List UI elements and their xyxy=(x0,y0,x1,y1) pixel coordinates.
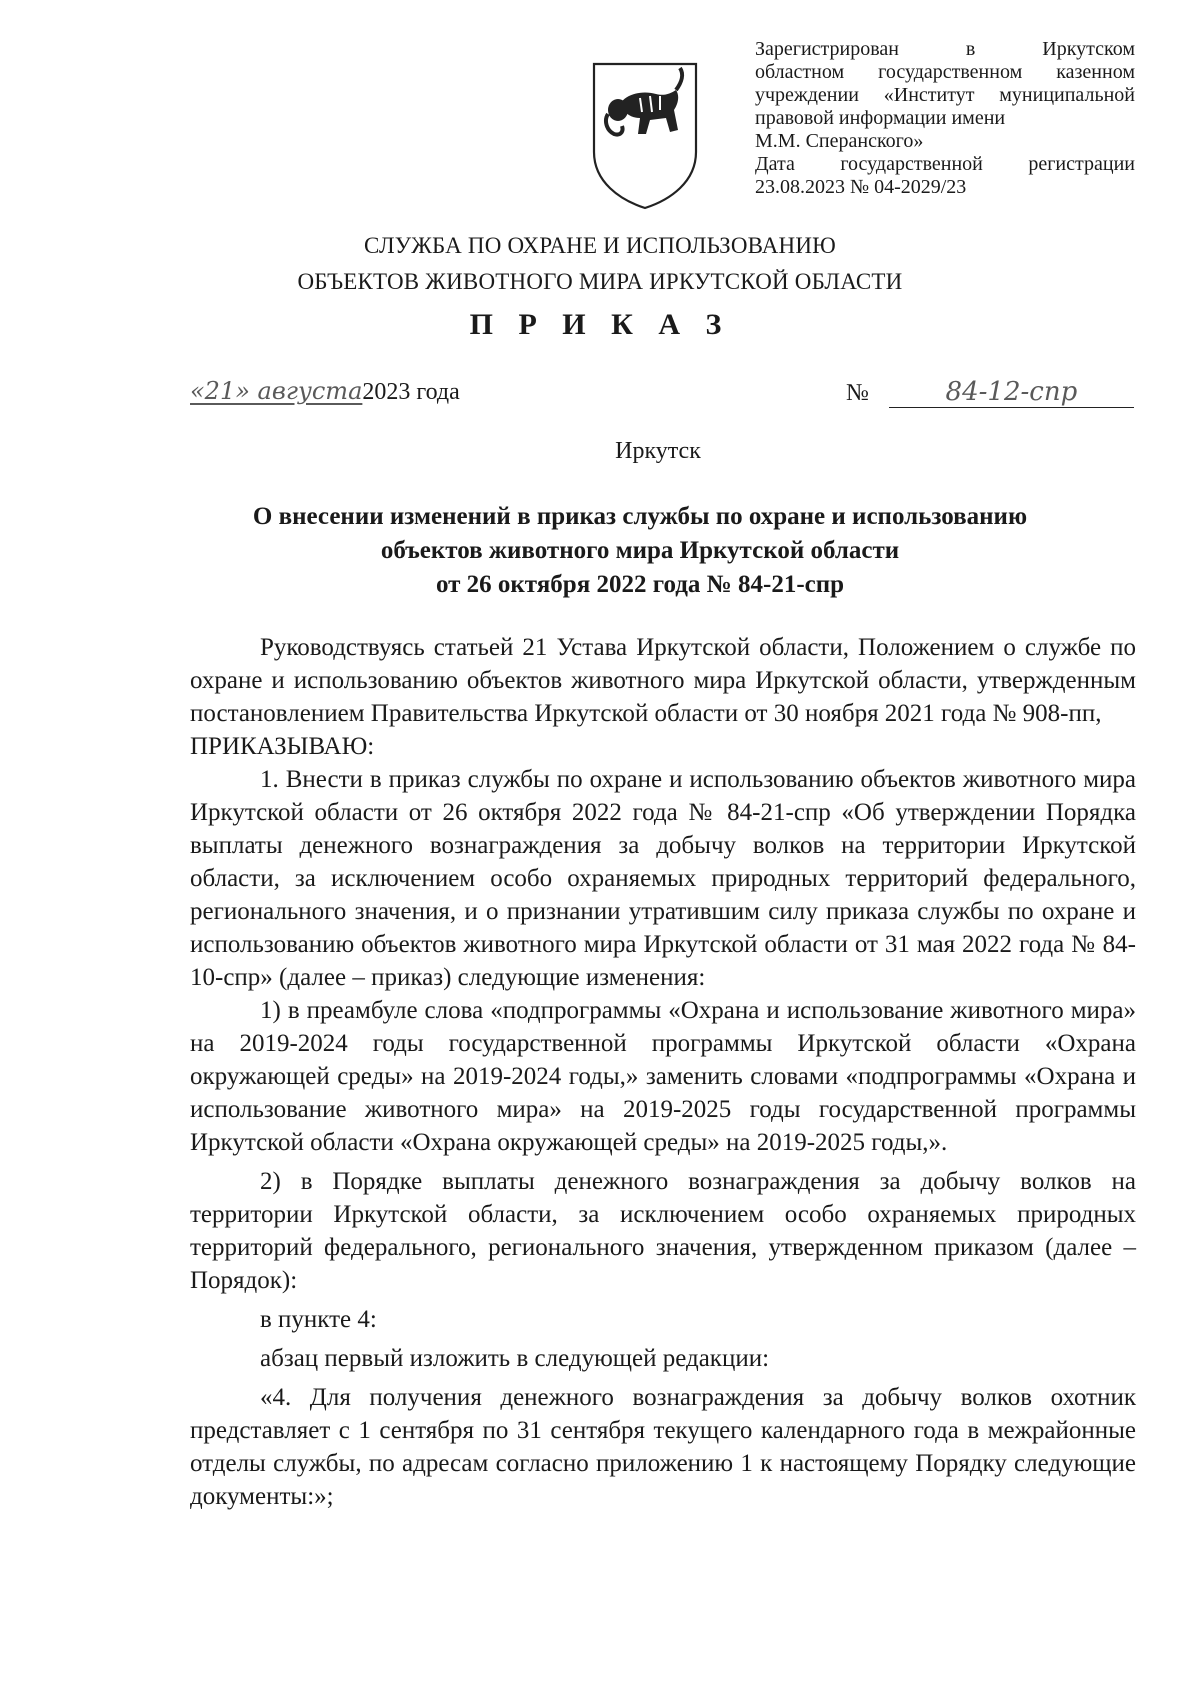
body-paragraph: 1) в преамбуле слова «подпрограммы «Охрана и использование животного мира» на 2019-2024 годы государственной программы Иркутской области «Охрана окружающей среды» на 2019-2024 годы,» заменить словами «подпрограммы «Охрана и использование животного мира» на 2019-2025 годы государственной программы Иркутской области «Охрана окружающей среды» на 2019-2025 годы,». xyxy=(190,997,1136,1156)
registration-line: Зарегистрирован в Иркутском xyxy=(755,38,1135,60)
agency-name xyxy=(0,228,1200,300)
registration-line: М.М. Сперанского» xyxy=(755,130,924,152)
order-title: П Р И К А З xyxy=(469,308,731,341)
registration-line: правовой информации имени xyxy=(755,107,1006,129)
heading-line: объектов животного мира Иркутской области xyxy=(380,537,900,564)
document-heading xyxy=(160,500,1120,602)
agency-name-line: СЛУЖБА ПО ОХРАНЕ И ИСПОЛЬЗОВАНИЮ xyxy=(364,233,836,258)
heading-line: от 26 октября 2022 года № 84-21-спр xyxy=(435,571,845,598)
body-paragraph: 1. Внести в приказ службы по охране и использованию объектов животного мира Иркутской области от 26 октября 2022 года № 84-21-спр «Об утверждении Порядка выплаты денежного вознаграждения за добычу волков на территории Иркутской области, за исключением особо охраняемых природных территорий федерального, регионального значения, и о признании утратившим силу приказа службы по охране и использованию объектов животного мира Иркутской области от 31 мая 2022 года № 84-10-спр» (далее – приказ) следующие изменения: xyxy=(190,766,1136,991)
registration-line: Дата государственной регистрации xyxy=(755,153,1135,175)
handwritten-date: «21» августа xyxy=(190,377,363,405)
heading-line: О внесении изменений в приказ службы по охране и использованию xyxy=(252,503,1028,530)
city-name: Иркутск xyxy=(615,438,701,464)
order-date xyxy=(190,377,460,406)
registration-line: областном государственном казенном xyxy=(755,61,1135,83)
agency-name-line: ОБЪЕКТОВ ЖИВОТНОГО МИРА ИРКУТСКОЙ ОБЛАСТИ xyxy=(297,269,903,294)
body-paragraph: в пункте 4: xyxy=(260,1306,377,1333)
registration-note xyxy=(755,38,1135,199)
number-field xyxy=(889,377,1134,408)
registration-line: учреждении «Институт муниципальной xyxy=(755,84,1135,106)
number-label: № xyxy=(846,380,869,406)
registration-line: 23.08.2023 № 04-2029/23 xyxy=(755,176,967,198)
date-year: 2023 года xyxy=(362,379,460,405)
handwritten-number: 84-12-спр xyxy=(945,377,1078,407)
body-paragraph: 2) в Порядке выплаты денежного вознаграждения за добычу волков на территории Иркутской области, за исключением особо охраняемых природных территорий федерального, регионального значения, утвержденном приказом (далее – Порядок): xyxy=(190,1168,1136,1294)
city xyxy=(0,438,1200,465)
document-body xyxy=(190,631,1136,1513)
body-paragraph: Руководствуясь статьей 21 Устава Иркутской области, Положением о службе по охране и использованию объектов животного мира Иркутской области, утвержденным постановлением Правительства Иркутской области от 30 ноября 2021 года № 908-пп, xyxy=(190,634,1136,727)
body-paragraph: «4. Для получения денежного вознаграждения за добычу волков охотник представляет с 1 сентября по 31 сентября текущего календарного года в межрайонные отделы службы, по адресам согласно приложению 1 к настоящему Порядку следующие документы:»; xyxy=(190,1384,1136,1510)
body-paragraph: абзац первый изложить в следующей редакции: xyxy=(260,1345,770,1372)
order-directive: ПРИКАЗЫВАЮ: xyxy=(190,733,375,760)
coat-of-arms-emblem xyxy=(590,60,700,210)
order-number xyxy=(846,377,1134,408)
